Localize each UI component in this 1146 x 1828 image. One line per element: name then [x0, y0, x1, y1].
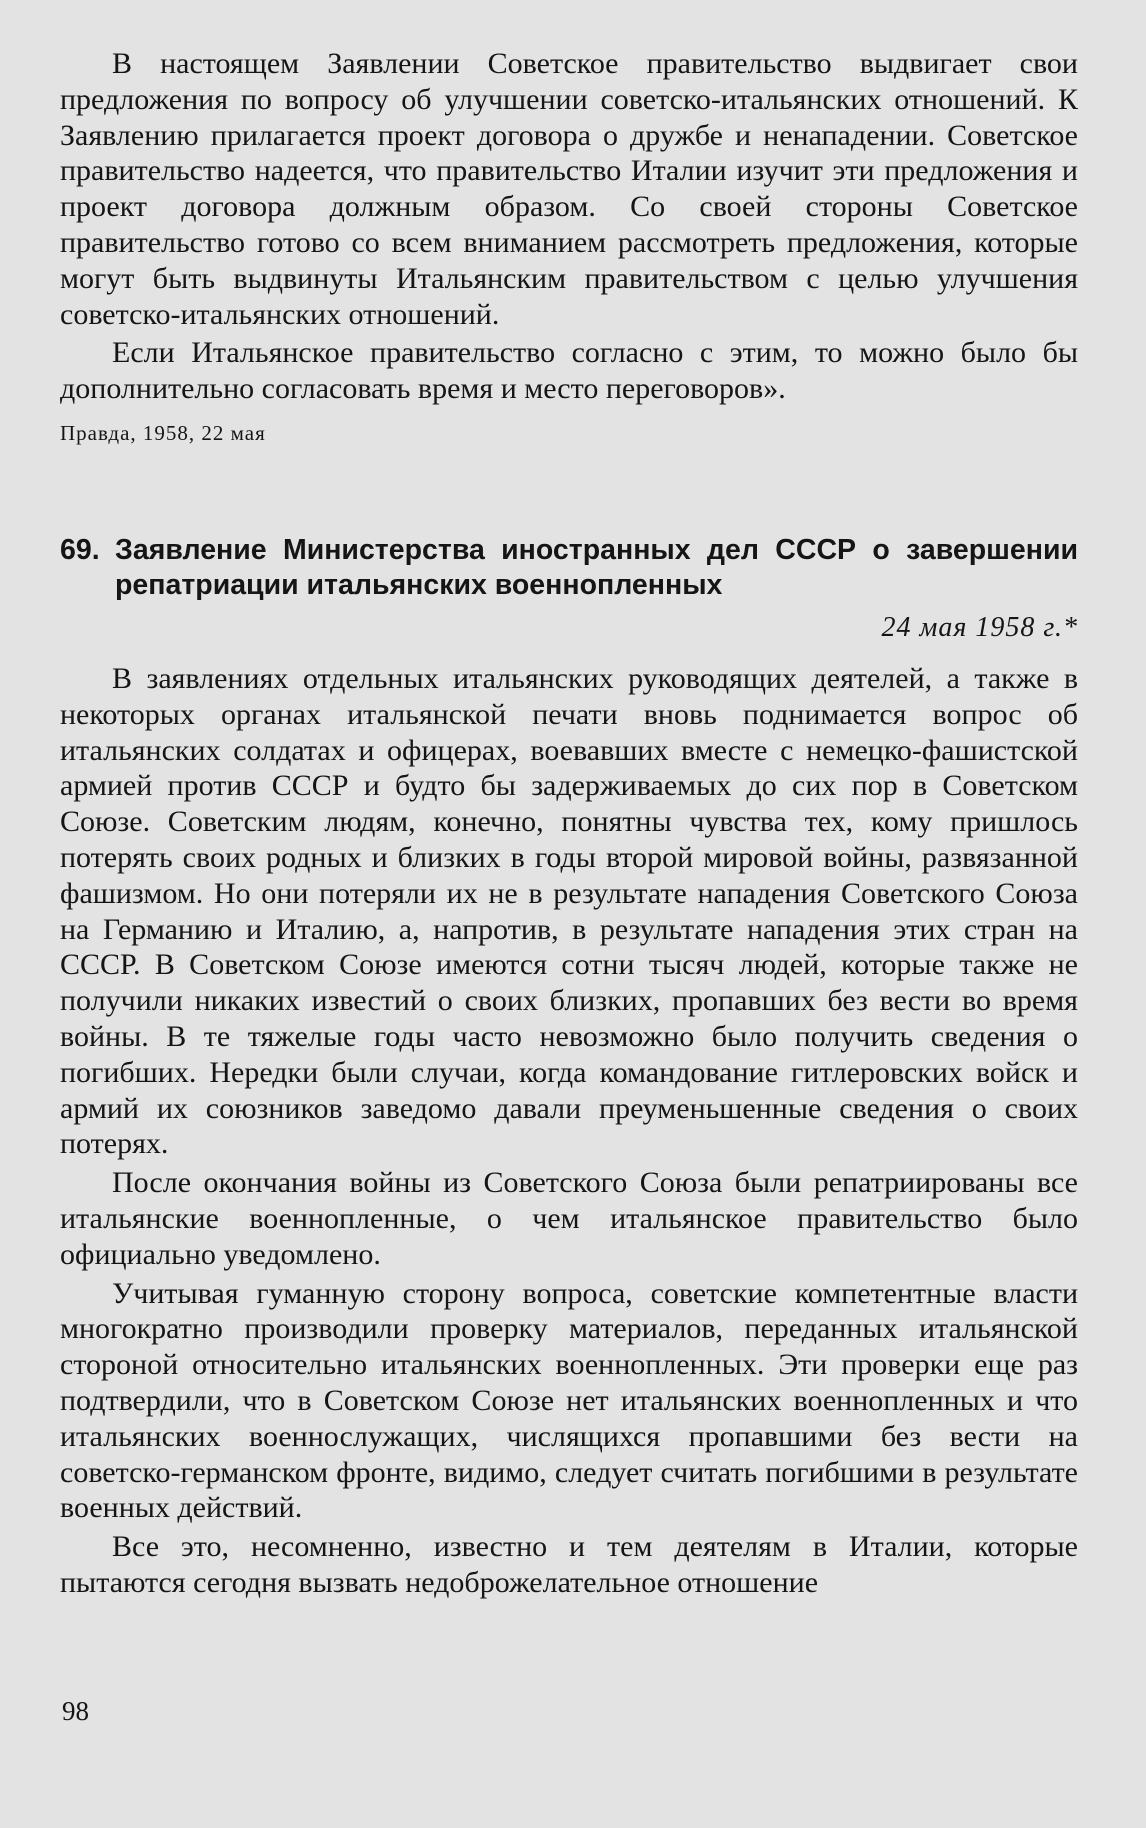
body-paragraph: Все это, несомненно, известно и тем деятелям в Италии, которые пытаются сегодня вызвать недоброжелательное отношение: [60, 1530, 1078, 1599]
document-heading: [60, 533, 1078, 603]
body-paragraph: Учитывая гуманную сторону вопроса, советские компетентные власти многократно производили проверку материалов, переданных итальянской стороной относительно итальянских военнопленных. Эти проверки еще раз подтвердили, что в Советском Союзе нет итальянских военнопленных и что итальянских военнослужащих, числящихся пропавшими без вести на советско-германском фронте, видимо, следует считать погибшими в результате военных действий.: [60, 1276, 1078, 1525]
body-paragraph: После окончания войны из Советского Союза были репатриированы все итальянские военнопленные, о чем итальянское правительство было официально уведомлено.: [60, 1166, 1078, 1271]
paragraph-intro: В настоящем Заявлении Советское правительство выдвигает свои предложения по вопросу об улучшении советско-итальянских отношений. К Заявлению прилагается проект договора о дружбе и ненападении. Советское правительство надеется, что правительство Италии изучит эти предложения и проект договора должным образом. Со своей стороны Советское правительство готово со всем вниманием рассмотреть предложения, которые могут быть выдвинуты Итальянским правительством с целью улучшения советско-итальянских отношений.: [60, 47, 1078, 331]
page-number: 98: [62, 1696, 89, 1726]
source-citation: Правда, 1958, 22 мая: [60, 420, 266, 445]
body-paragraph: В заявлениях отдельных итальянских руководящих деятелей, а также в некоторых органах итальянской печати вновь поднимается вопрос об итальянских солдатах и офицерах, воевавших вместе с немецко-фашистской армией против СССР и будто бы задерживаемых до сих пор в Советском Союзе. Советским людям, конечно, понятны чувства тех, кому пришлось потерять своих родных и близких в годы второй мировой войны, развязанной фашизмом. Но они потеряли их не в результате нападения Советского Союза на Германию и Италию, а, напротив, в результате нападения этих стран на СССР. В Советском Союзе имеются сотни тысяч людей, которые также не получили никаких известий о своих близких, пропавших без вести во время войны. В те тяжелые годы часто невозможно было получить сведения о погибших. Нередки были случаи, когда командование гитлеровских войск и армий их союзников заведомо давали преуменьшенные сведения о своих потерях.: [60, 661, 1078, 1161]
document-date: 24 мая 1958 г.*: [881, 611, 1078, 643]
paragraph-negotiations: Если Итальянское правительство согласно с этим, то можно было бы дополнительно согласовать время и место переговоров».: [60, 336, 1078, 406]
document-title: Заявление Министерства иностранных дел СССР о завершении репатриации итальянских военнопленных: [115, 533, 1078, 601]
document-number: 69.: [60, 533, 100, 566]
